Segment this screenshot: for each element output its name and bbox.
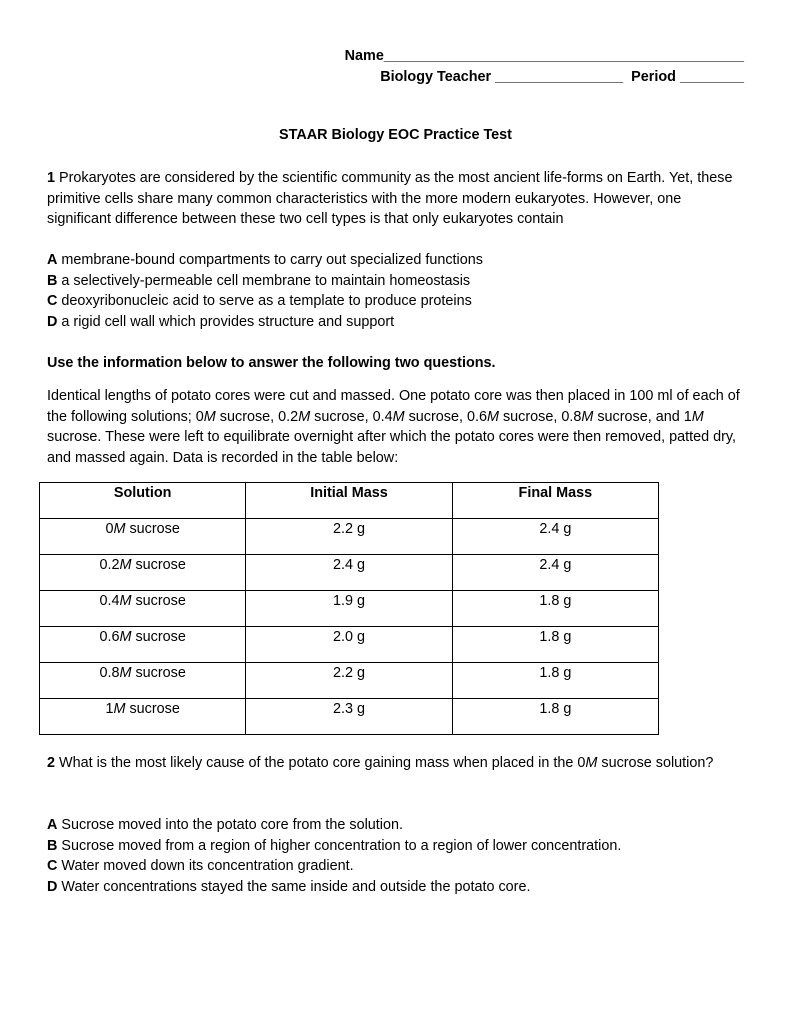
option-letter: D — [47, 313, 58, 330]
option-text: Sucrose moved into the potato core from the solution. — [57, 817, 403, 833]
table-cell: 2.4 g — [452, 555, 658, 591]
table-row — [40, 555, 659, 591]
table-cell: 1.9 g — [246, 591, 452, 627]
question-1 — [47, 168, 747, 230]
question-text: Prokaryotes are considered by the scientific community as the most ancient life-forms on Earth. Yet, these primitive cells share many common characteristics with the more modern eukaryotes. However, one significant difference between these two cell types is that only eukaryotes contain — [47, 170, 733, 227]
column-header: Initial Mass — [246, 483, 452, 519]
table-row — [40, 663, 659, 699]
question-2 — [47, 753, 747, 774]
student-info-header — [0, 46, 744, 88]
table-header-row — [40, 483, 659, 519]
teacher-period-line: Biology Teacher ________________ Period ________ — [380, 69, 744, 85]
table-cell: 1.8 g — [452, 627, 658, 663]
table-cell: 0.8M sucrose — [40, 663, 246, 699]
answer-option[interactable] — [47, 856, 747, 877]
table-cell: 2.4 g — [246, 555, 452, 591]
table-cell: 1.8 g — [452, 663, 658, 699]
answer-option[interactable] — [47, 291, 747, 312]
name-line: Name_____________________________________________ — [344, 48, 744, 64]
option-letter: A — [47, 817, 58, 833]
answer-option[interactable] — [47, 815, 747, 836]
table-row — [40, 591, 659, 627]
question-text: What is the most likely cause of the potato core gaining mass when placed in the 0M sucrose solution? — [55, 755, 714, 771]
table-cell: 1.8 g — [452, 591, 658, 627]
option-letter: C — [47, 293, 58, 309]
question-number: 2 — [47, 755, 56, 771]
option-text: Water moved down its concentration gradient. — [57, 858, 354, 874]
column-header: Solution — [40, 483, 246, 519]
table-cell: 2.2 g — [246, 519, 452, 555]
table-cell: 2.3 g — [246, 699, 452, 735]
table-cell: 0.2M sucrose — [40, 555, 246, 591]
option-letter: C — [47, 858, 58, 874]
table-cell: 2.0 g — [246, 627, 452, 663]
answer-option[interactable] — [47, 312, 747, 333]
question-1-options — [47, 250, 747, 332]
table-cell: 2.4 g — [452, 519, 658, 555]
data-passage: Identical lengths of potato cores were cut and massed. One potato core was then placed in 100 ml of each of the following solutions; 0M sucrose, 0.2M sucrose, 0.4M sucrose, 0.6M sucrose, 0.8M sucrose, and 1M sucrose. These were left to equilibrate overnight after which the potato cores were then removed, patted dry, and massed again. Data is recorded in the table below: — [47, 388, 740, 466]
answer-option[interactable] — [47, 250, 747, 271]
answer-option[interactable] — [47, 877, 747, 898]
column-header: Final Mass — [452, 483, 658, 519]
option-text: a selectively-permeable cell membrane to maintain homeostasis — [57, 272, 471, 289]
question-2-options — [47, 815, 747, 897]
table-cell: 0.6M sucrose — [40, 627, 246, 663]
table-row — [40, 519, 659, 555]
data-table — [39, 482, 659, 735]
table-cell: 0M sucrose — [40, 519, 246, 555]
table-cell: 1.8 g — [452, 699, 658, 735]
option-text: membrane-bound compartments to carry out specialized functions — [57, 252, 483, 268]
option-letter: A — [47, 252, 58, 268]
option-letter: B — [47, 272, 58, 289]
answer-option[interactable] — [47, 836, 747, 857]
option-text: Sucrose moved from a region of higher concentration to a region of lower concentration. — [57, 837, 622, 854]
page-title: STAAR Biology EOC Practice Test — [279, 127, 512, 143]
table-cell: 1M sucrose — [40, 699, 246, 735]
instruction-heading: Use the information below to answer the following two questions. — [47, 355, 496, 371]
option-letter: B — [47, 837, 58, 854]
option-letter: D — [47, 878, 58, 895]
option-text: Water concentrations stayed the same inside and outside the potato core. — [57, 878, 531, 895]
option-text: deoxyribonucleic acid to serve as a template to produce proteins — [57, 293, 472, 309]
answer-option[interactable] — [47, 271, 747, 292]
table-row — [40, 627, 659, 663]
question-number: 1 — [47, 170, 56, 186]
table-cell: 2.2 g — [246, 663, 452, 699]
option-text: a rigid cell wall which provides structure and support — [57, 313, 395, 330]
table-cell: 0.4M sucrose — [40, 591, 246, 627]
table-row — [40, 699, 659, 735]
